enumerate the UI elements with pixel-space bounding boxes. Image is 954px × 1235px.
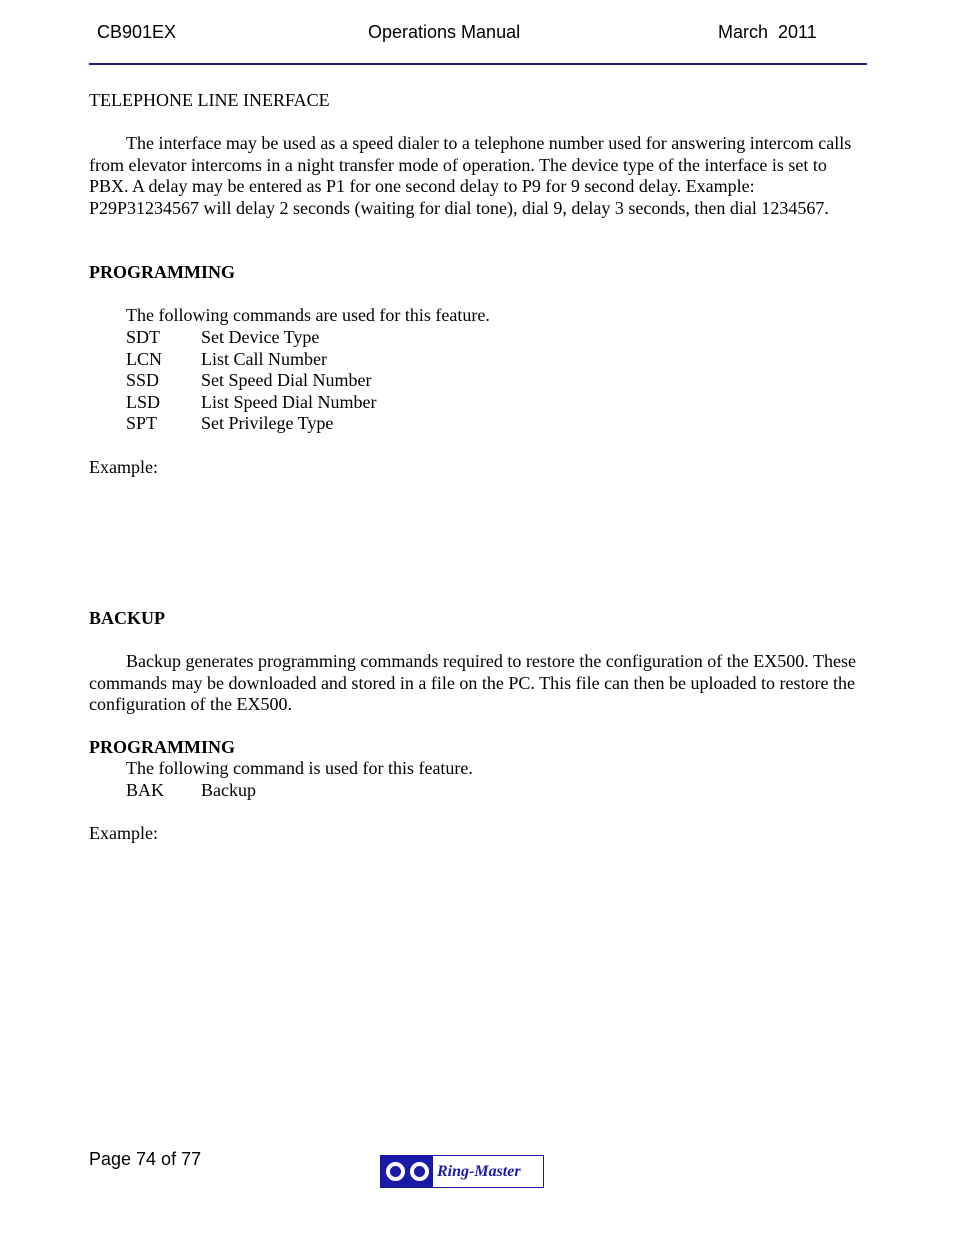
command-row — [126, 392, 376, 414]
example-label-2: Example: — [89, 823, 158, 843]
section-heading-telephone: TELEPHONE LINE INERFACE — [89, 90, 330, 110]
command-code: LSD — [126, 391, 161, 412]
command-list-1 — [126, 327, 376, 435]
command-desc: List Call Number — [201, 348, 327, 369]
command-row — [126, 370, 376, 392]
command-desc: Set Device Type — [201, 327, 320, 347]
header-date: March 2011 — [718, 22, 817, 42]
backup-paragraph — [89, 651, 869, 716]
command-code: SPT — [126, 413, 158, 434]
telephone-paragraph — [89, 133, 869, 219]
backup-paragraph-text: Backup generates programming commands required to restore the configuration of the EX500. These commands may be downloaded and stored in a file on the PC. This file can then be uploaded to restore the configuration of the EX500. — [89, 651, 856, 715]
section-heading-backup: BACKUP — [89, 608, 165, 628]
logo-rings-icon — [381, 1156, 433, 1187]
header-rule — [89, 63, 867, 65]
commands-intro-2: The following command is used for this feature. — [126, 758, 473, 778]
header-doc-id: CB901EX — [97, 22, 177, 42]
command-code: BAK — [126, 780, 165, 800]
command-desc: Set Privilege Type — [201, 413, 334, 434]
logo-brand-text: Ring-Master — [437, 1162, 521, 1180]
header-title: Operations Manual — [368, 22, 521, 42]
command-row — [126, 327, 376, 349]
command-desc: Backup — [201, 780, 256, 800]
ring-master-logo — [380, 1155, 544, 1188]
page-number: Page 74 of 77 — [89, 1149, 202, 1169]
programming-heading-2: PROGRAMMING — [89, 737, 235, 757]
command-desc: Set Speed Dial Number — [201, 370, 372, 391]
ring-icon — [386, 1162, 405, 1181]
example-label-1: Example: — [89, 457, 158, 477]
command-row — [126, 413, 376, 435]
command-desc: List Speed Dial Number — [201, 391, 377, 412]
command-code: LCN — [126, 348, 162, 369]
command-list-2 — [126, 780, 256, 802]
command-code: SSD — [126, 370, 160, 391]
programming-heading-1: PROGRAMMING — [89, 262, 235, 282]
commands-intro-1: The following commands are used for this feature. — [126, 305, 490, 325]
ring-icon — [410, 1162, 429, 1181]
command-row — [126, 349, 376, 371]
command-code: SDT — [126, 327, 161, 347]
telephone-paragraph-text: The interface may be used as a speed dialer to a telephone number used for answering intercom calls from elevator intercoms in a night transfer mode of operation. The device type of the interface is set to PBX. A delay may be entered as P1 for one second delay to P9 for 9 second delay. Example: P29P31234567 will delay 2 seconds (waiting for dial tone), dial 9, delay 3 seconds, then dial 1234567. — [89, 133, 852, 218]
command-row — [126, 780, 256, 802]
